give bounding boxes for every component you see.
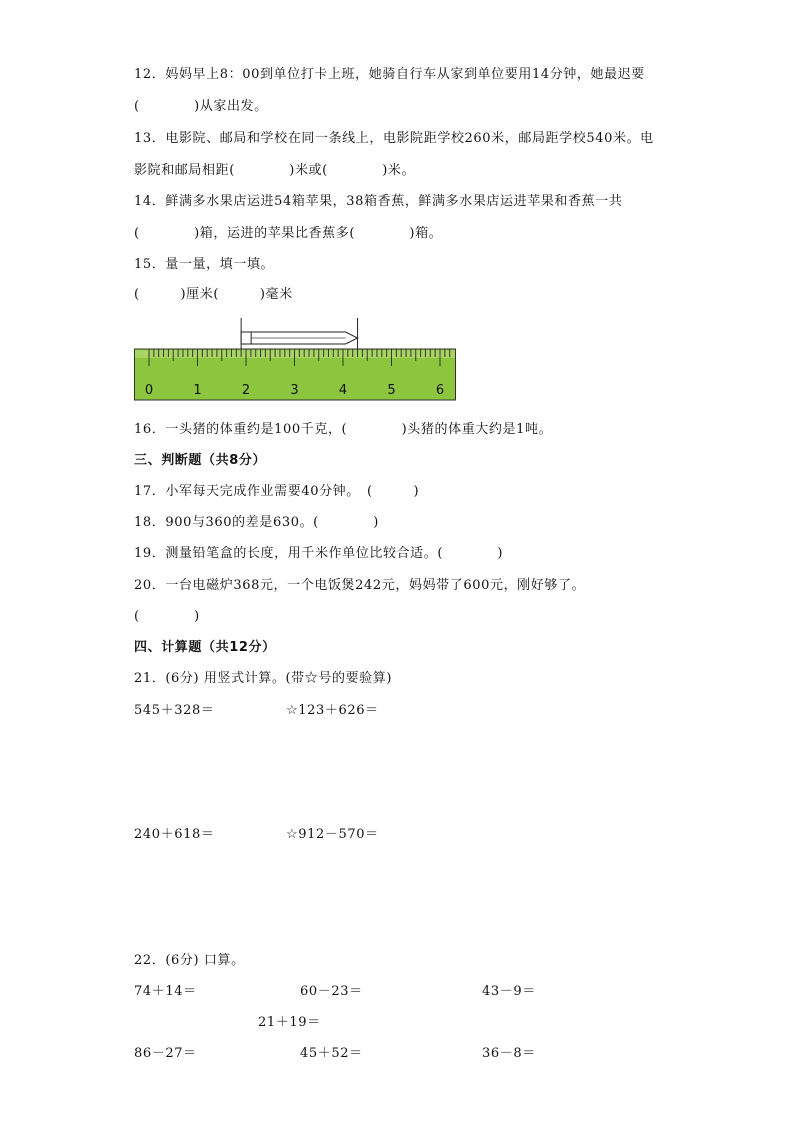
- question-18-line-1: 18．900与360的差是630。( ): [134, 515, 379, 530]
- question-22-title: 22．(6分) 口算。: [134, 953, 245, 968]
- mental-math-item: 36－8＝: [482, 1046, 536, 1061]
- question-13-line-2: 影院和邮局相距( )米或( )米。: [134, 163, 416, 178]
- question-21-title: 21．(6分) 用竖式计算。(带☆号的要验算): [134, 671, 393, 686]
- section-4-title: 四、计算题（共12分）: [134, 640, 276, 655]
- ruler-tick-label: 1: [193, 383, 202, 398]
- question-14-line-2: ( )箱，运进的苹果比香蕉多( )箱。: [134, 226, 443, 241]
- question-12-line-1: 12．妈妈早上8：00到单位打卡上班，她骑自行车从家到单位要用14分钟，她最迟要: [134, 67, 645, 82]
- section-3-title: 三、判断题（共8分）: [134, 453, 267, 468]
- ruler-tick-label: 2: [241, 383, 251, 398]
- question-20-line-1: 20．一台电磁炉368元，一个电饭煲242元，妈妈带了600元，刚好够了。: [134, 578, 586, 593]
- question-13-line-1: 13．电影院、邮局和学校在同一条线上，电影院距学校260米，邮局距学校540米。电: [134, 131, 654, 146]
- ruler-figure: [134, 318, 460, 404]
- ruler-tick-label: 5: [387, 383, 396, 398]
- question-15-line-2: ( )厘米( )毫米: [134, 287, 293, 302]
- question-14-line-1: 14．鲜满多水果店运进54箱苹果，38箱香蕉，鲜满多水果店运进苹果和香蕉一共: [134, 194, 623, 209]
- calc-item: 545＋328＝: [134, 703, 215, 718]
- ruler-tick-label: 6: [435, 383, 445, 398]
- question-19-line-1: 19．测量铅笔盒的长度，用千米作单位比较合适。( ): [134, 546, 504, 561]
- mental-math-item: 45＋52＝: [300, 1046, 363, 1061]
- question-12-line-2: ( )从家出发。: [134, 99, 268, 114]
- mental-math-item: 43－9＝: [482, 984, 536, 999]
- pencil: [241, 318, 357, 349]
- mental-math-item: 60－23＝: [300, 984, 363, 999]
- question-16-line-1: 16．一头猪的体重约是100千克，( )头猪的体重大约是1吨。: [134, 422, 553, 437]
- calc-item: 240＋618＝: [134, 827, 215, 842]
- question-15-line-1: 15．量一量，填一填。: [134, 257, 275, 272]
- question-20-line-2: ( ): [134, 609, 200, 624]
- ruler-tick-label: 3: [290, 383, 299, 398]
- ruler-tick-label: 0: [144, 383, 154, 398]
- question-17-line-1: 17．小军每天完成作业需要40分钟。 ( ): [134, 484, 420, 499]
- ruler-tick-label: 4: [338, 383, 348, 398]
- mental-math-item: 86－27＝: [134, 1046, 197, 1061]
- mental-math-item: 21＋19＝: [258, 1015, 321, 1030]
- calc-item: ☆123＋626＝: [286, 703, 379, 718]
- mental-math-item: 74＋14＝: [134, 984, 197, 999]
- calc-item: ☆912－570＝: [286, 827, 379, 842]
